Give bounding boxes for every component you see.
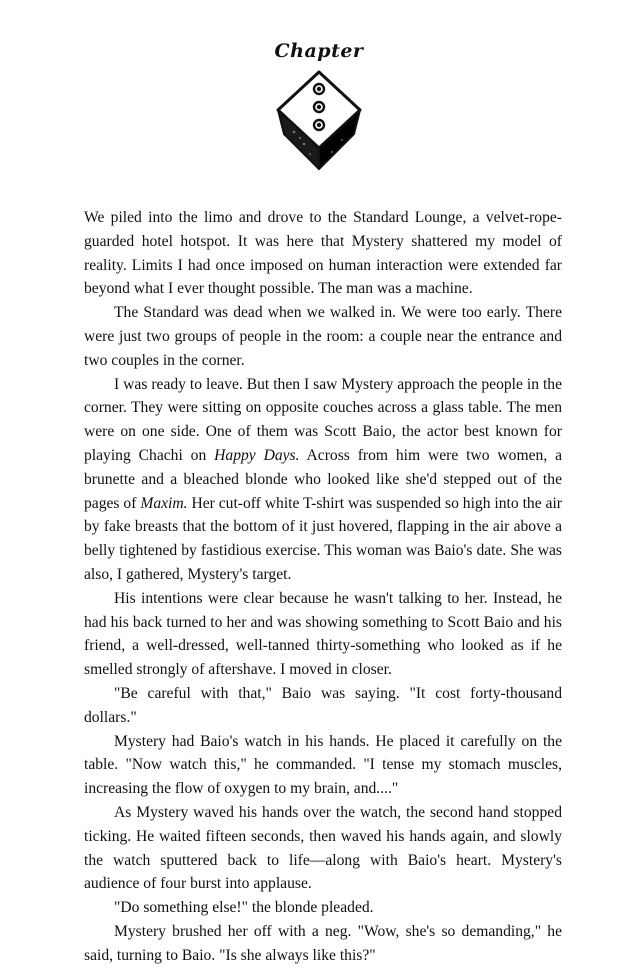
chapter-heading	[0, 40, 638, 62]
show-title: Happy Days.	[214, 446, 300, 464]
die-three-icon	[276, 70, 362, 170]
paragraph: "Do something else!" the blonde pleaded.	[114, 899, 374, 917]
magazine-title: Maxim.	[140, 494, 188, 512]
paragraph: We piled into the limo and drove to the Standard Lounge, a velvet-rope-guarded hotel hotspot. It was here that Mystery shattered my model of reality. Limits I had once imposed on human interaction were extended far beyond what I ever thought possible. The man was a machine.	[84, 209, 562, 298]
chapter-label: Chapter	[274, 40, 364, 62]
body-text	[84, 206, 562, 968]
paragraph: The Standard was dead when we walked in. We were too early. There were just two groups of people in the room: a couple near the entrance and two couples in the corner.	[84, 304, 562, 369]
paragraph: "Be careful with that," Baio was saying. "It cost forty-thousand dollars."	[84, 684, 562, 726]
paragraph: His intentions were clear because he wasn't talking to her. Instead, he had his back turned to her and was showing something to Scott Baio and his friend, a well-dressed, well-tanned thirty-something who looked as if he smelled strongly of aftershave. I moved in closer.	[84, 589, 562, 679]
paragraph: Mystery had Baio's watch in his hands. He placed it carefully on the table. "Now watch this," he commanded. "I tense my stomach muscles, increasing the flow of oxygen to my brain, and...."	[84, 732, 562, 798]
die-graphic	[276, 70, 362, 170]
paragraph: I was ready to leave. But then I saw Mystery approach the people in the corner. They were sitting on opposite couches across a glass table. The men were on one side. One of them was Scott Baio, the actor best known for playing Chachi on Happy Days. Across from him were two women, a brunette and a bleached blonde who looked like she'd stepped out of the pages of Maxim. Her cut-off white T-shirt was suspended so high into the air by fake breasts that the bottom of it just hovered, flapping in the air above a belly tightened by fastidious exercise. This woman was Baio's date. She was also, I gathered, Mystery's target.	[84, 375, 563, 583]
paragraph: As Mystery waved his hands over the watch, the second hand stopped ticking. He waited fifteen seconds, then waved his hands again, and slowly the watch sputtered back to life—along with Baio's heart. Mystery's audience of four burst into applause.	[84, 803, 562, 893]
paragraph: Mystery brushed her off with a neg. "Wow, she's so demanding," he said, turning to Baio. "Is she always like this?"	[84, 922, 562, 964]
